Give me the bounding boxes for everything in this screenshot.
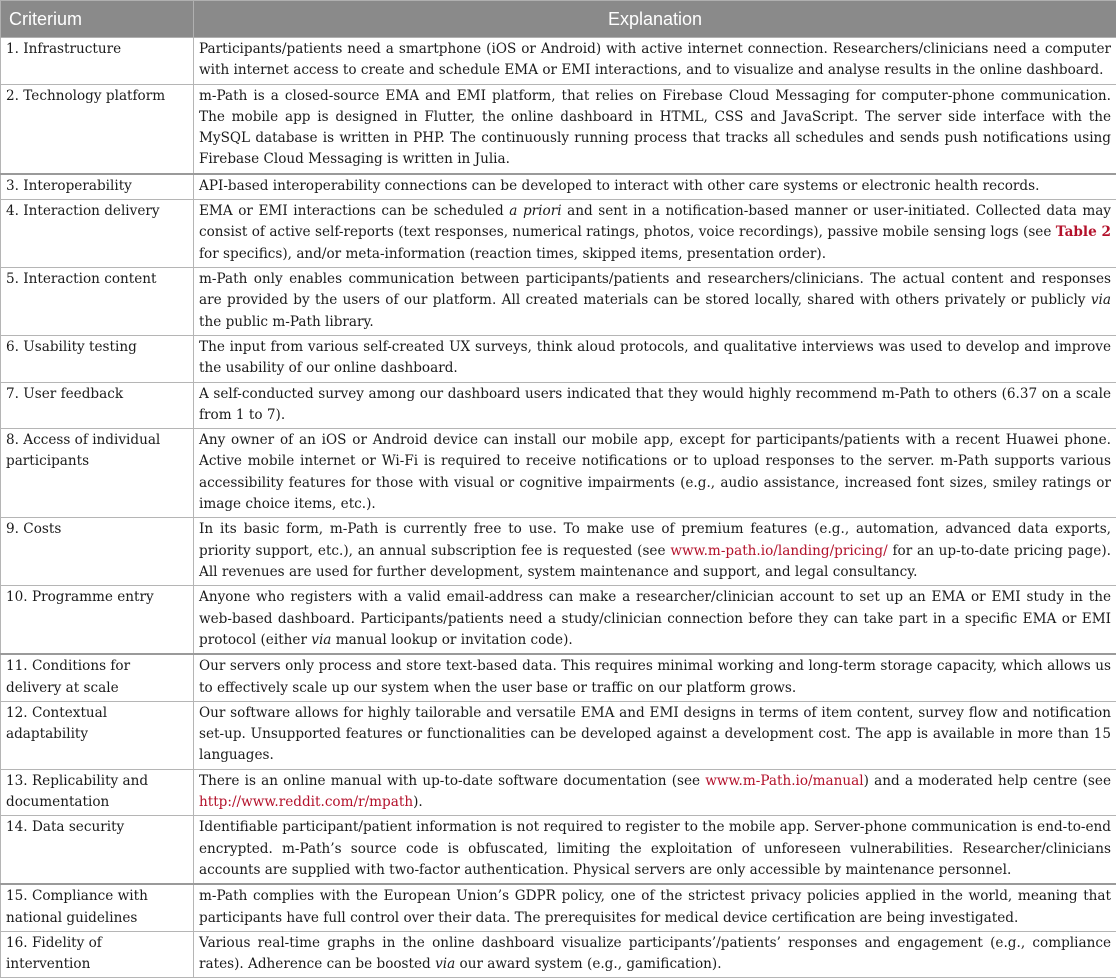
explanation-cell xyxy=(194,586,1116,654)
explanation-cell: Our servers only process and store text-based data. This requires minimal working and long-term storage capacity, which allows us to effectively scale up our system when the user base or traffic on our platform grows. xyxy=(194,654,1116,701)
explanation-cell xyxy=(194,518,1116,586)
table-row xyxy=(1,38,1116,85)
criterium-cell: 7. User feedback xyxy=(1,382,194,429)
table-row xyxy=(1,816,1116,884)
text-run: the public m-Path library. xyxy=(199,314,374,330)
criterium-cell: 3. Interoperability xyxy=(1,174,194,200)
table-reference-link[interactable]: Table 2 xyxy=(1056,224,1111,240)
text-run: EMA or EMI interactions can be scheduled xyxy=(199,203,509,219)
explanation-cell: The input from various self-created UX surveys, think aloud protocols, and qualitative interviews was used to develop and improve the usability of our online dashboard. xyxy=(194,335,1116,382)
criterium-cell: 1. Infrastructure xyxy=(1,38,194,85)
criterium-cell: 9. Costs xyxy=(1,518,194,586)
text-run: and sent in a notification-based manner or user-initiated. Collected data may consist of active self-reports (text responses, numerical ratings, photos, voice recordings), passive mobile sensing logs (see xyxy=(199,203,1111,240)
table-row xyxy=(1,382,1116,429)
text-run: our award system (e.g., gamification). xyxy=(455,956,721,972)
text-run: ) and a moderated help centre (see xyxy=(864,773,1111,789)
explanation-cell: m-Path complies with the European Union’s GDPR policy, one of the strictest privacy policies applied in the world, meaning that participants have full control over their data. The prerequisites for medical device certification are being investigated. xyxy=(194,884,1116,931)
italic-text: via xyxy=(435,956,455,972)
criterium-cell: 6. Usability testing xyxy=(1,335,194,382)
criterium-cell: 2. Technology platform xyxy=(1,84,194,174)
explanation-cell: Participants/patients need a smartphone (iOS or Android) with active internet connection. Researchers/clinicians need a computer with internet access to create and schedule EMA or EMI interactions, and to visualize and analyse results in the online dashboard. xyxy=(194,38,1116,85)
text-run: for an up-to-date pricing page). All revenues are used for further development, system maintenance and support, and legal consultancy. xyxy=(199,543,1111,580)
criterium-cell: 12. Contextual adaptability xyxy=(1,701,194,769)
table-row xyxy=(1,200,1116,268)
table-row xyxy=(1,518,1116,586)
criterium-cell: 13. Replicability and documentation xyxy=(1,769,194,816)
criterium-cell: 11. Conditions for delivery at scale xyxy=(1,654,194,701)
manual-link[interactable]: www.m-Path.io/manual xyxy=(705,773,863,789)
table-row xyxy=(1,429,1116,518)
italic-text: via xyxy=(311,632,331,648)
italic-text: a priori xyxy=(509,203,561,219)
table-row xyxy=(1,654,1116,701)
criterium-cell: 5. Interaction content xyxy=(1,268,194,336)
explanation-cell: Our software allows for highly tailorable and versatile EMA and EMI designs in terms of item content, survey flow and notification set-up. Unsupported features or functionalities can be developed against a development cost. The app is available in more than 15 languages. xyxy=(194,701,1116,769)
text-run: Various real-time graphs in the online dashboard visualize participants’/patients’ responses and engagement (e.g., compliance rates). Adherence can be boosted xyxy=(199,935,1111,972)
text-run: There is an online manual with up-to-date software documentation (see xyxy=(199,773,705,789)
criterium-cell: 16. Fidelity of intervention xyxy=(1,931,194,978)
table-header-row xyxy=(1,1,1116,38)
text-run: Anyone who registers with a valid email-address can make a researcher/clinician account to set up an EMA or EMI study in the web-based dashboard. Participants/patients need a study/clinician connection before they can take part in a specific EMA or EMI protocol (either xyxy=(199,589,1111,648)
criterium-cell: 10. Programme entry xyxy=(1,586,194,654)
text-run: m-Path only enables communication between participants/patients and researchers/clinicians. The actual content and responses are provided by the users of our platform. All created materials can be stored locally, shared with others privately or publicly xyxy=(199,271,1111,308)
pricing-link[interactable]: www.m-path.io/landing/pricing/ xyxy=(670,543,887,559)
table-row xyxy=(1,931,1116,978)
explanation-cell: API-based interoperability connections can be developed to interact with other care systems or electronic health records. xyxy=(194,174,1116,200)
table-row xyxy=(1,884,1116,931)
explanation-cell: Any owner of an iOS or Android device can install our mobile app, except for participants/patients with a recent Huawei phone. Active mobile internet or Wi-Fi is required to receive notifications or to upload responses to the server. m-Path supports various accessibility features for those with visual or cognitive impairments (e.g., audio assistance, increased font sizes, smiley ratings or image choice items, etc.). xyxy=(194,429,1116,518)
table-row xyxy=(1,174,1116,200)
table-row xyxy=(1,586,1116,654)
help-centre-link[interactable]: http://www.reddit.com/r/mpath xyxy=(199,794,413,810)
text-run: for specifics), and/or meta-information (reaction times, skipped items, presentation order). xyxy=(199,246,826,262)
explanation-cell xyxy=(194,200,1116,268)
italic-text: via xyxy=(1091,292,1111,308)
explanation-cell xyxy=(194,769,1116,816)
explanation-cell: m-Path is a closed-source EMA and EMI platform, that relies on Firebase Cloud Messaging for computer-phone communication. The mobile app is designed in Flutter, the online dashboard in HTML, CSS and JavaScript. The server side interface with the MySQL database is written in PHP. The continuously running process that tracks all schedules and sends push notifications using Firebase Cloud Messaging is written in Julia. xyxy=(194,84,1116,174)
table-row xyxy=(1,335,1116,382)
table-row xyxy=(1,769,1116,816)
table-row xyxy=(1,84,1116,174)
text-run: ). xyxy=(413,794,423,810)
explanation-cell: Identifiable participant/patient information is not required to register to the mobile app. Server-phone communication is end-to-end encrypted. m-Path’s source code is obfuscated, limiting the exploitation of unforeseen vulnerabilities. Researcher/clinicians accounts are supplied with two-factor authentication. Physical servers are only accessible by maintenance personnel. xyxy=(194,816,1116,884)
explanation-cell: A self-conducted survey among our dashboard users indicated that they would highly recommend m-Path to others (6.37 on a scale from 1 to 7). xyxy=(194,382,1116,429)
text-run: manual lookup or invitation code). xyxy=(331,632,572,648)
text-run: In its basic form, m-Path is currently free to use. To make use of premium features (e.g., automation, advanced data exports, priority support, etc.), an annual subscription fee is requested (see xyxy=(199,521,1111,558)
header-explanation: Explanation xyxy=(194,1,1116,38)
explanation-cell xyxy=(194,268,1116,336)
criterium-cell: 15. Compliance with national guidelines xyxy=(1,884,194,931)
header-criterium: Criterium xyxy=(1,1,194,38)
criterium-cell: 8. Access of individual participants xyxy=(1,429,194,518)
table-row xyxy=(1,701,1116,769)
explanation-cell xyxy=(194,931,1116,978)
criterium-cell: 4. Interaction delivery xyxy=(1,200,194,268)
criterium-cell: 14. Data security xyxy=(1,816,194,884)
table-row xyxy=(1,268,1116,336)
